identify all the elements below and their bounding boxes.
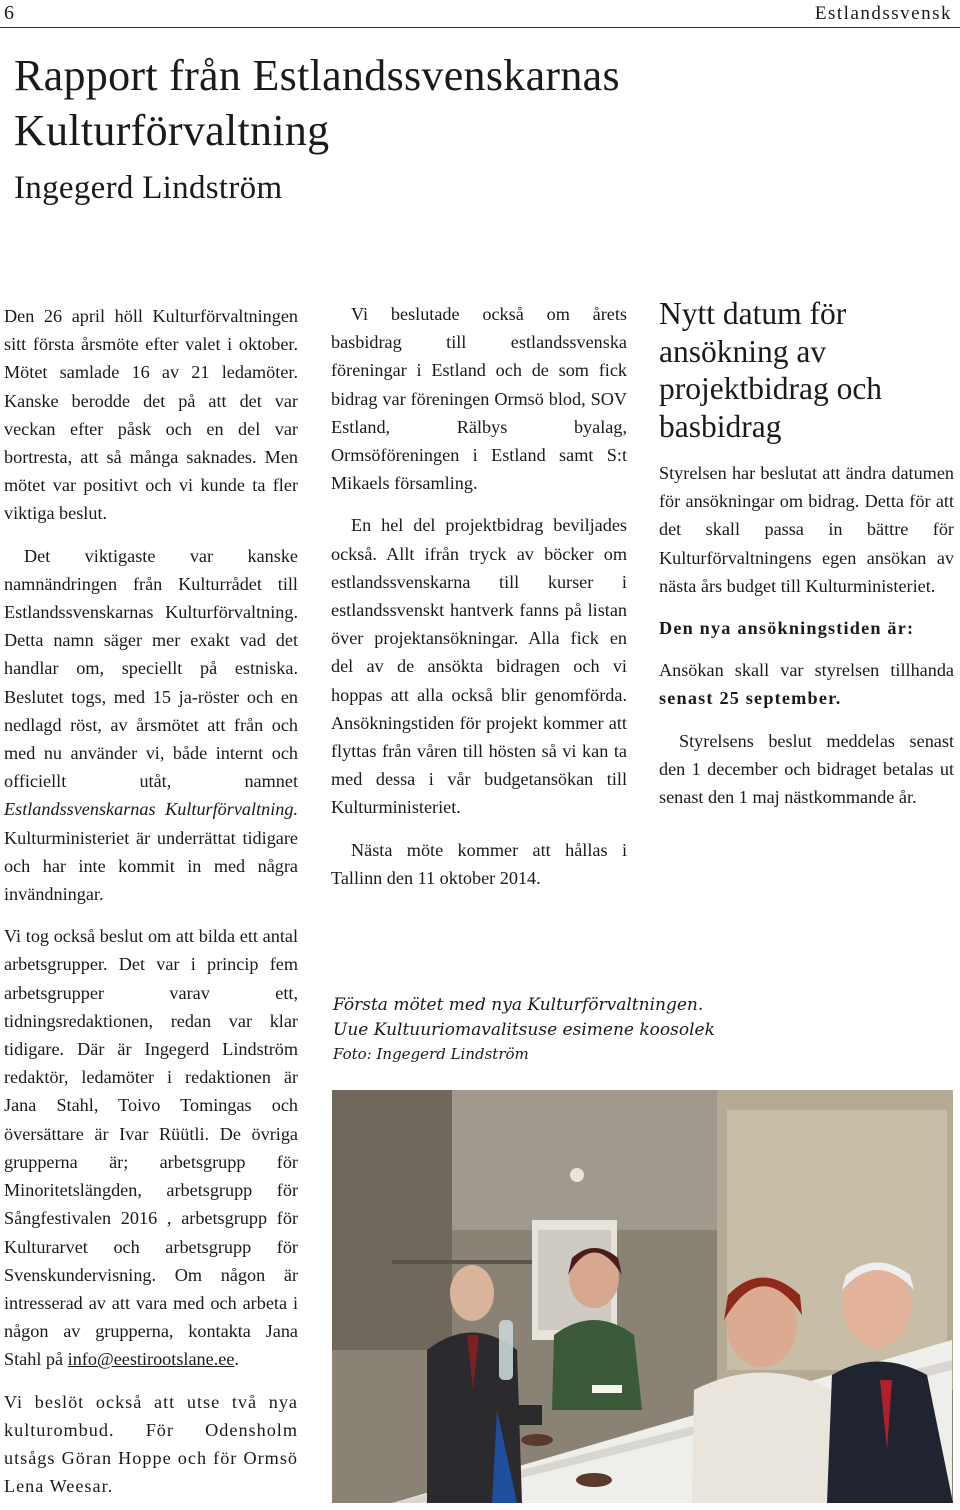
meeting-photo-illustration [332, 1090, 953, 1503]
title-line-1: Rapport från Estlandssvenskarnas [14, 51, 620, 100]
paragraph: Vi beslutade också om årets basbidrag till estlandssvenska föreningar i Estland och de som fick bidrag var föreningen Ormsö blod, SOV Estland, Rälbys byalag, Ormsöföreningen i Estland samt S:t Mikaels församling. [331, 304, 627, 494]
caption-swedish: Första mötet med nya Kulturförvaltningen. [333, 995, 704, 1015]
article-title [14, 48, 944, 158]
header-rule [0, 27, 960, 28]
paragraph: Nästa möte kommer att hållas i Tallinn den 11 oktober 2014. [331, 839, 627, 888]
organization-name: Estlandssvenskarnas Kulturförvaltning. [4, 799, 298, 820]
meeting-photo [332, 1090, 953, 1503]
deadline-date: senast 25 september. [659, 688, 842, 709]
email-link[interactable]: info@eestirootslane.ee [67, 1349, 235, 1370]
paragraph-text: Ansökan skall var styrelsen tillhanda [659, 660, 954, 681]
article-column-2 [331, 300, 627, 906]
paragraph-text: Vi tog också beslut om att bilda ett antal arbetsgrupper. Det var i princip fem arbetsgrupper varav ett, tidningsredaktionen, redan var klar tidigare. Där är Ingegerd Lindström redaktör, ledamöter i redaktionen är Jana Stahl, Toivo Tomingas och översättare är Ivar Rüütli. De övriga grupperna är; arbetsgrupp för Minoritetslängden, arbetsgrupp för Sångfestivalen 2016 , arbetsgrupp för Kulturarvet och arbetsgrupp för Svenskundervisning. Om någon är intresserad av att vara med och arbeta i någon av grupperna, kontakta Jana Stahl på [4, 926, 298, 1370]
article-column-1 [4, 302, 298, 1500]
paragraph [4, 542, 298, 909]
paragraph-text: Kulturministeriet är underrättat tidigare och har inte kommit in med några invändningar. [4, 827, 298, 905]
author-byline: Ingegerd Lindström [14, 170, 283, 206]
sidebar-heading: Nytt datum för ansökning av projektbidrag och basbidrag [659, 296, 883, 444]
paragraph [659, 656, 954, 712]
paragraph [4, 922, 298, 1373]
deadline-heading: Den nya ansökningstiden är: [659, 618, 915, 639]
paragraph: Styrelsen har beslutat att ändra datumen för ansökningar om bidrag. Detta för att det skall passa in bättre för Kulturförvaltningens egen ansökan av nästa års budget till Kulturministeriet. [659, 463, 954, 596]
sidebar-box [659, 295, 954, 825]
paragraph-text: Det viktigaste var kanske namnändringen från Kulturrådet till Estlandssvenskarnas Kulturförvaltning. Detta namn säger mer exakt vad det handlar om, speciellt på estniska. Beslutet togs, med 15 ja-röster och en nedlagd röst, av årsmötet att från och med nu använder vi, både internt och officiellt utåt, namnet [4, 545, 298, 792]
paragraph: Styrelsens beslut meddelas senast den 1 december och bidraget betalas ut senast den 1 maj nästkommande år. [659, 730, 954, 808]
title-line-2: Kulturförvaltning [14, 106, 330, 155]
paragraph: Den 26 april höll Kulturförvaltningen sitt första årsmöte efter valet i oktober. Mötet samlade 16 av 21 ledamöter. Kanske berodde det på att det var veckan efter påsk och en del var bortresta, att så många saknades. Men mötet var positivt och vi kunde ta fler viktiga beslut. [4, 306, 298, 524]
photo-credit: Foto: Ingegerd Lindström [333, 1045, 529, 1063]
photo-caption [333, 993, 933, 1065]
paragraph: En hel del projektbidrag beviljades också. Allt ifrån tryck av böcker om estlandssvenskarna till kurser i estlandssvenskt hantverk fanns på listan över projektansökningar. Alla fick en del av de ansökta bidragen och vi hoppas att alla också blir genomförda. Ansökningstiden för projekt kommer att flyttas från våren till hösten så vi kan ta med dessa i vår budgetansökan till Kulturministeriet. [331, 515, 627, 818]
caption-estonian: Uue Kultuuriomavalitsuse esimene koosolek [333, 1020, 715, 1040]
page-number: 6 [4, 2, 14, 24]
paragraph-text: . [234, 1349, 239, 1370]
paragraph: Vi beslöt också att utse två nya kulturombud. För Odensholm utsågs Göran Hoppe och för Ormsö Lena Weesar. [4, 1391, 298, 1497]
running-title: Estlandssvensk [814, 3, 952, 24]
